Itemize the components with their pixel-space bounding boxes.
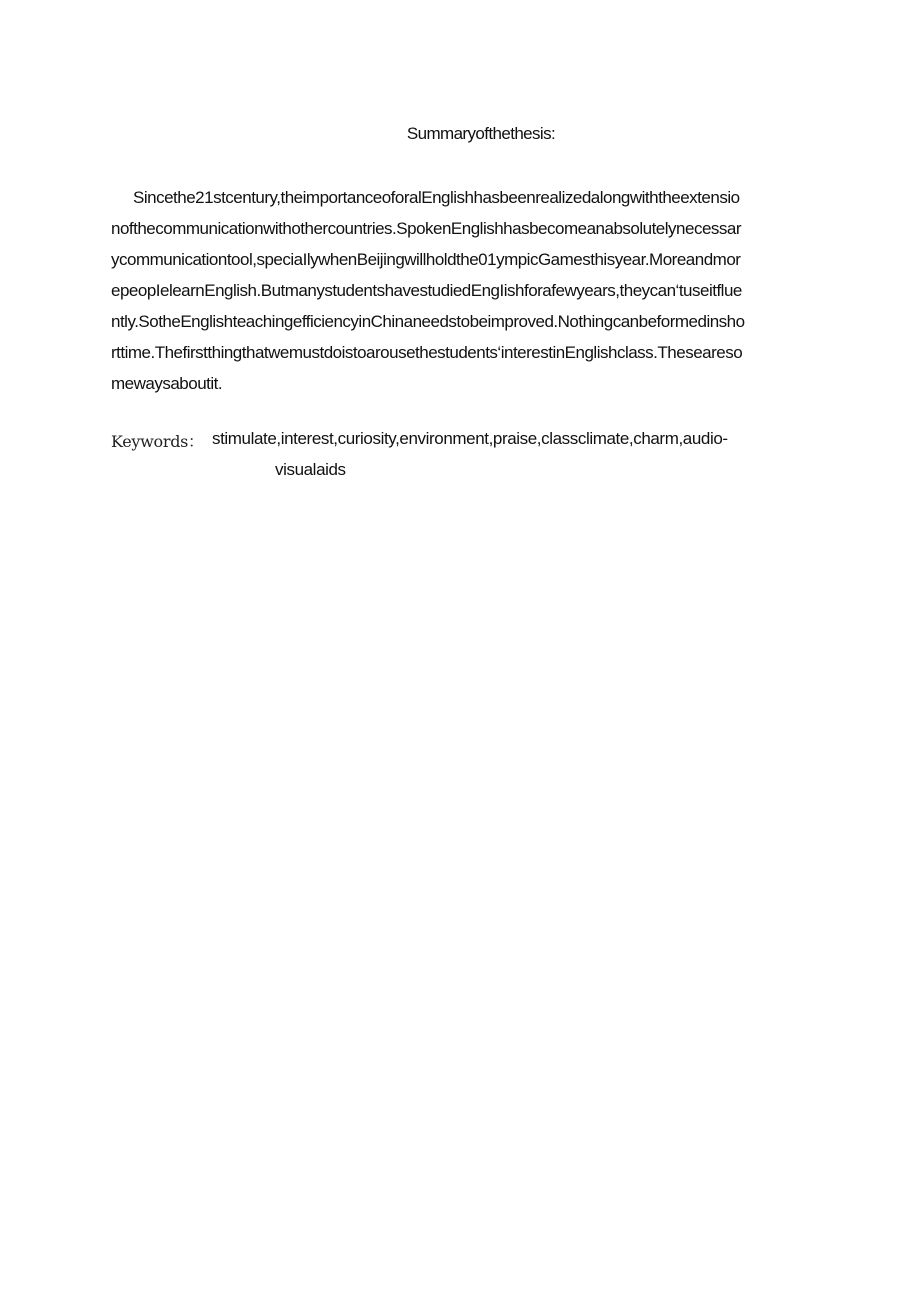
keywords-list-continued: visualaids [275,460,346,479]
summary-line: ycommunicationtool,speciaIlywhenBeijingwillholdthe01ympicGamesthisyear.Moreandmor [111,250,741,269]
summary-line: mewaysaboutit. [111,374,223,393]
summary-line: ntly.SotheEnglishteachingefficiencyinChinaneedstobeimproved.Nothingcanbeformedinsho [111,312,745,331]
summary-body [111,185,856,402]
keywords-list: stimulate,interest,curiosity,environment,praise,classclimate,charm,audio- [212,429,728,448]
keywords-label: Keywords： [111,432,204,451]
summary-line: rttime.Thefirstthingthatwemustdoistoarousethestudents‘interestinEnglishclass.Thesearesо [111,343,743,362]
summary-title: Summaryofthethesis: [406,124,556,143]
summary-line: epeopIelearnEnglish.ButmanystudentshavestudiedEngIishforafewyears,theycan‘tuseitflue [111,281,742,300]
summary-line: nofthecommunicationwithothercountries.SpokenEnglishhasbecomeanabsolutelynecessar [111,219,742,238]
summary-line: Sincethe21stcentury,theimportanceoforalEnglishhasbeenrealizedalongwiththeextensio [133,188,740,207]
